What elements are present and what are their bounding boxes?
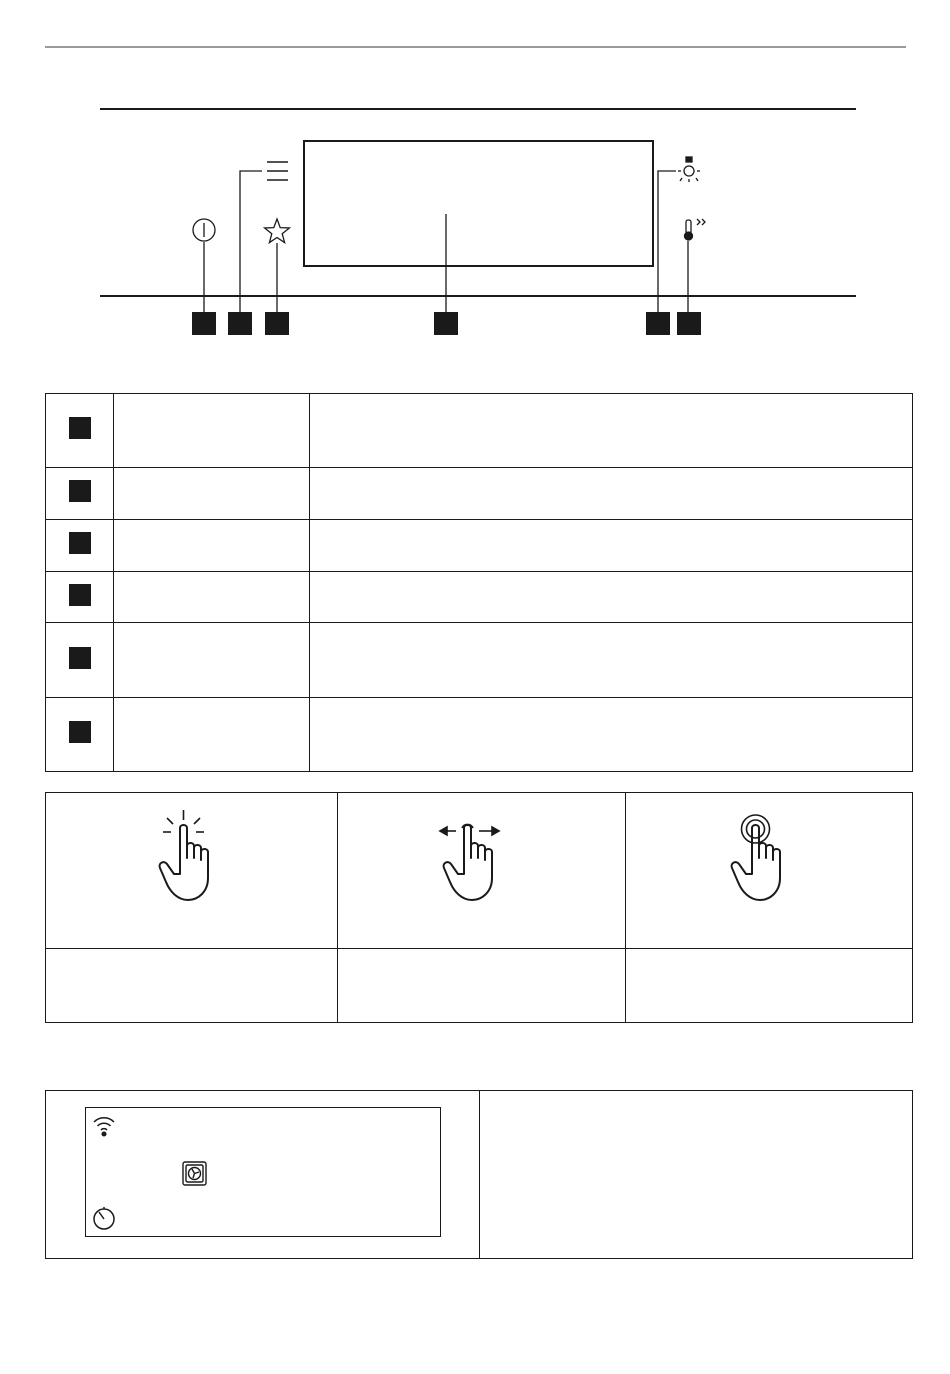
row-name xyxy=(114,520,310,572)
wifi-icon xyxy=(94,1118,114,1136)
callout-marker-3 xyxy=(265,312,289,335)
row-marker xyxy=(69,721,91,743)
callout-marker-5 xyxy=(646,312,670,335)
gesture-icons xyxy=(0,790,950,910)
menu-icon[interactable] xyxy=(267,162,288,180)
row-name xyxy=(114,468,310,520)
tap-gesture-icon xyxy=(160,810,208,900)
row-description xyxy=(310,572,913,623)
fast-heat-up-icon[interactable] xyxy=(685,219,706,240)
callout-marker-2 xyxy=(228,312,252,335)
swipe-gesture-icon xyxy=(440,824,499,900)
display-screen xyxy=(304,141,653,266)
row-description xyxy=(310,698,913,772)
row-name xyxy=(114,394,310,468)
callout-marker-1 xyxy=(192,312,216,335)
control-panel-diagram xyxy=(0,0,950,370)
row-description xyxy=(310,520,913,572)
press-hold-gesture-icon xyxy=(732,815,780,900)
callout-marker-6 xyxy=(677,312,701,335)
favourite-star-icon[interactable] xyxy=(265,219,290,243)
row-description xyxy=(310,623,913,698)
row-name xyxy=(114,572,310,623)
display-example-screen xyxy=(85,1107,441,1237)
row-name xyxy=(114,698,310,772)
gesture-label-swipe xyxy=(338,949,625,1023)
row-description xyxy=(310,468,913,520)
row-marker xyxy=(69,480,91,502)
gesture-label-tap xyxy=(46,949,337,1023)
row-marker xyxy=(69,532,91,554)
row-marker xyxy=(69,417,91,439)
gesture-label-press xyxy=(626,949,913,1023)
timer-icon xyxy=(94,1207,114,1229)
table-row xyxy=(46,520,913,572)
legend-table xyxy=(45,393,913,772)
row-description xyxy=(310,394,913,468)
row-marker xyxy=(69,647,91,669)
power-icon[interactable] xyxy=(193,219,215,241)
table-row xyxy=(46,698,913,772)
callout-marker-4 xyxy=(434,312,458,335)
display-example-description xyxy=(480,1091,912,1258)
fan-heating-icon xyxy=(183,1162,206,1185)
row-name xyxy=(114,623,310,698)
table-row xyxy=(46,623,913,698)
lamp-icon[interactable] xyxy=(678,157,700,182)
row-marker xyxy=(69,584,91,606)
table-row xyxy=(46,572,913,623)
display-example-table xyxy=(45,1090,913,1259)
table-row xyxy=(46,468,913,520)
table-row xyxy=(46,394,913,468)
